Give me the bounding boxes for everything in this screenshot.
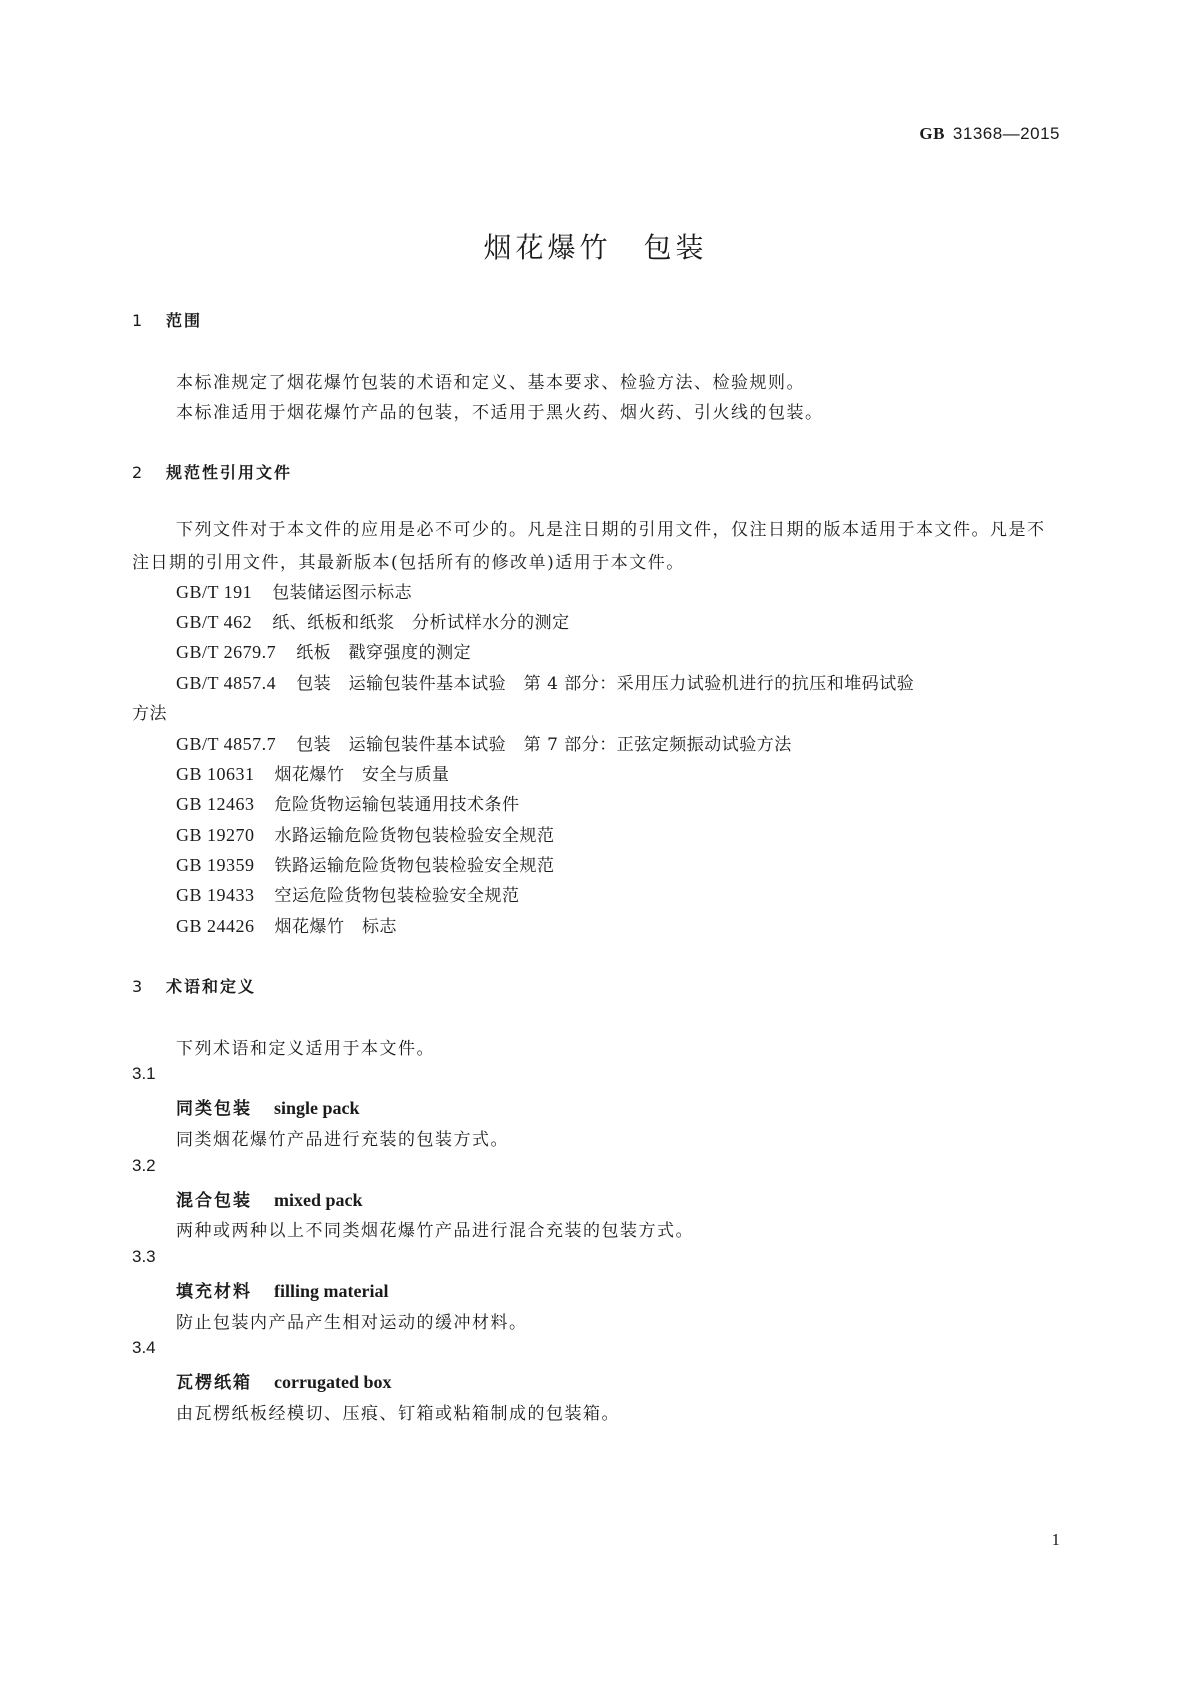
term-heading: 填充材料 filling material (176, 1281, 389, 1302)
reference-item: GB/T 4857.4 包装 运输包装件基本试验 第 4 部分：采用压力试验机进行的抗压和堆码试验 (176, 673, 915, 694)
reference-item: GB/T 2679.7 纸板 戳穿强度的测定 (176, 642, 472, 663)
reference-item: GB 19359 铁路运输危险货物包装检验安全规范 (176, 855, 555, 876)
section-heading-3: 3 术语和定义 (132, 977, 257, 996)
reference-item: GB/T 462 纸、纸板和纸浆 分析试样水分的测定 (176, 612, 570, 633)
reference-item: GB/T 4857.7 包装 运输包装件基本试验 第 7 部分：正弦定频振动试验方法 (176, 734, 792, 755)
reference-item: GB 19433 空运危险货物包装检验安全规范 (176, 885, 520, 906)
reference-item: GB/T 191 包装储运图示标志 (176, 582, 413, 603)
reference-item: GB 12463 危险货物运输包装通用技术条件 (176, 794, 520, 815)
term-number: 3.4 (132, 1338, 156, 1357)
scope-paragraph-2: 本标准适用于烟花爆竹产品的包装，不适用于黑火药、烟火药、引火线的包装。 (176, 403, 824, 423)
page-number: 1 (1051, 1530, 1060, 1549)
document-title: 烟花爆竹 包装 (483, 231, 708, 264)
term-heading: 瓦楞纸箱 corrugated box (176, 1372, 392, 1393)
standard-code: 31368—2015 (952, 124, 1060, 143)
term-number: 3.2 (132, 1156, 156, 1175)
references-intro: 下列文件对于本文件的应用是必不可少的。凡是注日期的引用文件，仅注日期的版本适用于本文件。凡是不注日期的引用文件，其最新版本(包括所有的修改单)适用于本文件。 (132, 520, 1046, 573)
reference-item-continuation: 方法 (132, 704, 167, 724)
term-definition: 防止包装内产品产生相对运动的缓冲材料。 (176, 1313, 528, 1333)
term-number: 3.1 (132, 1064, 156, 1083)
scope-paragraph-1: 本标准规定了烟花爆竹包装的术语和定义、基本要求、检验方法、检验规则。 (176, 373, 805, 393)
reference-item: GB 19270 水路运输危险货物包装检验安全规范 (176, 825, 555, 846)
term-definition: 同类烟花爆竹产品进行充装的包装方式。 (176, 1130, 509, 1150)
section-heading-2: 2 规范性引用文件 (132, 463, 293, 482)
terms-intro: 下列术语和定义适用于本文件。 (176, 1039, 435, 1059)
reference-item: GB 24426 烟花爆竹 标志 (176, 916, 398, 937)
reference-item: GB 10631 烟花爆竹 安全与质量 (176, 764, 450, 785)
term-definition: 由瓦楞纸板经模切、压痕、钉箱或粘箱制成的包装箱。 (176, 1404, 620, 1424)
standard-number (919, 124, 1060, 144)
section-heading-1: 1 范围 (132, 311, 203, 330)
term-number: 3.3 (132, 1247, 156, 1266)
term-definition: 两种或两种以上不同类烟花爆竹产品进行混合充装的包装方式。 (176, 1221, 694, 1241)
term-heading: 同类包装 single pack (176, 1098, 360, 1119)
standard-prefix: GB (919, 124, 945, 143)
term-heading: 混合包装 mixed pack (176, 1190, 363, 1211)
